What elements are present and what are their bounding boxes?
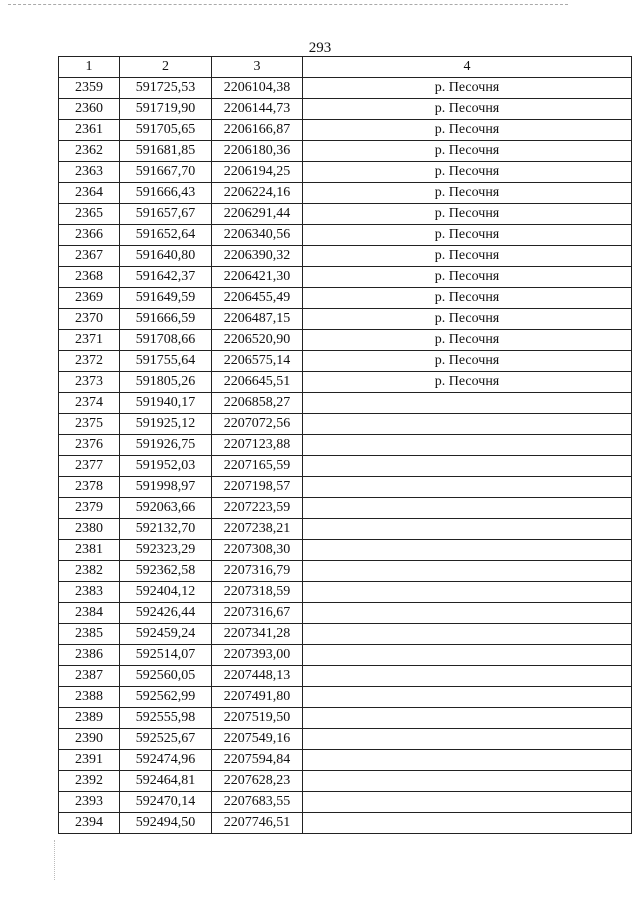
y-coordinate-cell: 2207165,59 — [212, 456, 303, 477]
y-coordinate-cell: 2206421,30 — [212, 267, 303, 288]
table-row — [59, 477, 632, 498]
y-coordinate-cell: 2207123,88 — [212, 435, 303, 456]
description-cell: р. Песочня — [303, 372, 632, 393]
x-coordinate-cell: 591755,64 — [120, 351, 212, 372]
description-cell — [303, 645, 632, 666]
x-coordinate-cell: 592323,29 — [120, 540, 212, 561]
point-number-cell: 2375 — [59, 414, 120, 435]
x-coordinate-cell: 591926,75 — [120, 435, 212, 456]
description-cell: р. Песочня — [303, 162, 632, 183]
point-number-cell: 2370 — [59, 309, 120, 330]
point-number-cell: 2394 — [59, 813, 120, 834]
point-number-cell: 2391 — [59, 750, 120, 771]
x-coordinate-cell: 591725,53 — [120, 78, 212, 99]
scan-edge-line — [8, 4, 568, 5]
table-body — [59, 57, 632, 834]
x-coordinate-cell: 592459,24 — [120, 624, 212, 645]
table-row — [59, 288, 632, 309]
point-number-cell: 2389 — [59, 708, 120, 729]
x-coordinate-cell: 592494,50 — [120, 813, 212, 834]
y-coordinate-cell: 2207072,56 — [212, 414, 303, 435]
y-coordinate-cell: 2207238,21 — [212, 519, 303, 540]
y-coordinate-cell: 2206858,27 — [212, 393, 303, 414]
page-number: 293 — [308, 40, 332, 56]
table-row — [59, 435, 632, 456]
description-cell — [303, 477, 632, 498]
description-cell — [303, 414, 632, 435]
table-row — [59, 813, 632, 834]
point-number-cell: 2387 — [59, 666, 120, 687]
table-row — [59, 414, 632, 435]
point-number-cell: 2368 — [59, 267, 120, 288]
y-coordinate-cell: 2207223,59 — [212, 498, 303, 519]
description-cell — [303, 519, 632, 540]
y-coordinate-cell: 2206340,56 — [212, 225, 303, 246]
point-number-cell: 2372 — [59, 351, 120, 372]
point-number-cell: 2362 — [59, 141, 120, 162]
point-number-cell: 2392 — [59, 771, 120, 792]
y-coordinate-cell: 2206166,87 — [212, 120, 303, 141]
point-number-cell: 2359 — [59, 78, 120, 99]
x-coordinate-cell: 591925,12 — [120, 414, 212, 435]
x-coordinate-cell: 591998,97 — [120, 477, 212, 498]
point-number-cell: 2373 — [59, 372, 120, 393]
point-number-cell: 2386 — [59, 645, 120, 666]
y-coordinate-cell: 2207198,57 — [212, 477, 303, 498]
point-number-cell: 2369 — [59, 288, 120, 309]
x-coordinate-cell: 592426,44 — [120, 603, 212, 624]
table-row — [59, 498, 632, 519]
description-cell — [303, 729, 632, 750]
point-number-cell: 2383 — [59, 582, 120, 603]
table-row — [59, 225, 632, 246]
description-cell — [303, 540, 632, 561]
table-row — [59, 456, 632, 477]
table-row — [59, 162, 632, 183]
table-row — [59, 99, 632, 120]
table-row — [59, 540, 632, 561]
y-coordinate-cell: 2206390,32 — [212, 246, 303, 267]
description-cell: р. Песочня — [303, 225, 632, 246]
x-coordinate-cell: 591657,67 — [120, 204, 212, 225]
point-number-cell: 2364 — [59, 183, 120, 204]
point-number-cell: 2371 — [59, 330, 120, 351]
table-row — [59, 645, 632, 666]
y-coordinate-cell: 2207341,28 — [212, 624, 303, 645]
y-coordinate-cell: 2207318,59 — [212, 582, 303, 603]
x-coordinate-cell: 592474,96 — [120, 750, 212, 771]
point-number-cell: 2367 — [59, 246, 120, 267]
point-number-cell: 2379 — [59, 498, 120, 519]
x-coordinate-cell: 591952,03 — [120, 456, 212, 477]
table-row — [59, 666, 632, 687]
description-cell: р. Песочня — [303, 288, 632, 309]
x-coordinate-cell: 592555,98 — [120, 708, 212, 729]
x-coordinate-cell: 592132,70 — [120, 519, 212, 540]
description-cell — [303, 666, 632, 687]
y-coordinate-cell: 2207746,51 — [212, 813, 303, 834]
x-coordinate-cell: 591940,17 — [120, 393, 212, 414]
scan-margin-mark — [54, 840, 55, 880]
description-cell: р. Песочня — [303, 78, 632, 99]
x-coordinate-cell: 591667,70 — [120, 162, 212, 183]
y-coordinate-cell: 2207628,23 — [212, 771, 303, 792]
table-row — [59, 246, 632, 267]
description-cell — [303, 750, 632, 771]
table-row — [59, 603, 632, 624]
table-row — [59, 309, 632, 330]
y-coordinate-cell: 2206104,38 — [212, 78, 303, 99]
y-coordinate-cell: 2206487,15 — [212, 309, 303, 330]
table-row — [59, 183, 632, 204]
point-number-cell: 2377 — [59, 456, 120, 477]
x-coordinate-cell: 591805,26 — [120, 372, 212, 393]
table-row — [59, 582, 632, 603]
point-number-cell: 2378 — [59, 477, 120, 498]
point-number-cell: 2365 — [59, 204, 120, 225]
description-cell — [303, 624, 632, 645]
x-coordinate-cell: 591705,65 — [120, 120, 212, 141]
table-row — [59, 141, 632, 162]
x-coordinate-cell: 592464,81 — [120, 771, 212, 792]
point-number-cell: 2382 — [59, 561, 120, 582]
y-coordinate-cell: 2206520,90 — [212, 330, 303, 351]
y-coordinate-cell: 2207519,50 — [212, 708, 303, 729]
y-coordinate-cell: 2206194,25 — [212, 162, 303, 183]
description-cell: р. Песочня — [303, 204, 632, 225]
y-coordinate-cell: 2207316,67 — [212, 603, 303, 624]
description-cell — [303, 603, 632, 624]
x-coordinate-cell: 592562,99 — [120, 687, 212, 708]
description-cell — [303, 687, 632, 708]
point-number-cell: 2360 — [59, 99, 120, 120]
table-row — [59, 561, 632, 582]
description-cell: р. Песочня — [303, 99, 632, 120]
x-coordinate-cell: 591719,90 — [120, 99, 212, 120]
description-cell — [303, 792, 632, 813]
column-header-4: 4 — [303, 57, 632, 78]
table-row — [59, 393, 632, 414]
description-cell — [303, 498, 632, 519]
table-row — [59, 120, 632, 141]
y-coordinate-cell: 2207594,84 — [212, 750, 303, 771]
table-row — [59, 750, 632, 771]
y-coordinate-cell: 2206455,49 — [212, 288, 303, 309]
description-cell — [303, 582, 632, 603]
x-coordinate-cell: 591666,43 — [120, 183, 212, 204]
point-number-cell: 2388 — [59, 687, 120, 708]
description-cell — [303, 456, 632, 477]
point-number-cell: 2393 — [59, 792, 120, 813]
description-cell: р. Песочня — [303, 183, 632, 204]
table-header-row — [59, 57, 632, 78]
description-cell — [303, 435, 632, 456]
x-coordinate-cell: 591640,80 — [120, 246, 212, 267]
coordinates-table — [58, 56, 632, 834]
description-cell — [303, 771, 632, 792]
description-cell: р. Песочня — [303, 141, 632, 162]
y-coordinate-cell: 2206144,73 — [212, 99, 303, 120]
table-row — [59, 519, 632, 540]
x-coordinate-cell: 592514,07 — [120, 645, 212, 666]
y-coordinate-cell: 2207491,80 — [212, 687, 303, 708]
x-coordinate-cell: 591681,85 — [120, 141, 212, 162]
table-row — [59, 351, 632, 372]
point-number-cell: 2366 — [59, 225, 120, 246]
x-coordinate-cell: 591642,37 — [120, 267, 212, 288]
y-coordinate-cell: 2206180,36 — [212, 141, 303, 162]
column-header-3: 3 — [212, 57, 303, 78]
point-number-cell: 2390 — [59, 729, 120, 750]
x-coordinate-cell: 591708,66 — [120, 330, 212, 351]
description-cell — [303, 813, 632, 834]
x-coordinate-cell: 591649,59 — [120, 288, 212, 309]
y-coordinate-cell: 2207316,79 — [212, 561, 303, 582]
point-number-cell: 2361 — [59, 120, 120, 141]
x-coordinate-cell: 592560,05 — [120, 666, 212, 687]
y-coordinate-cell: 2207549,16 — [212, 729, 303, 750]
table-row — [59, 330, 632, 351]
point-number-cell: 2384 — [59, 603, 120, 624]
y-coordinate-cell: 2206224,16 — [212, 183, 303, 204]
description-cell — [303, 393, 632, 414]
y-coordinate-cell: 2207448,13 — [212, 666, 303, 687]
description-cell: р. Песочня — [303, 351, 632, 372]
description-cell: р. Песочня — [303, 330, 632, 351]
table-row — [59, 708, 632, 729]
description-cell: р. Песочня — [303, 246, 632, 267]
table-row — [59, 729, 632, 750]
table-row — [59, 771, 632, 792]
point-number-cell: 2363 — [59, 162, 120, 183]
x-coordinate-cell: 591666,59 — [120, 309, 212, 330]
table-row — [59, 267, 632, 288]
y-coordinate-cell: 2207683,55 — [212, 792, 303, 813]
x-coordinate-cell: 592063,66 — [120, 498, 212, 519]
description-cell — [303, 708, 632, 729]
column-header-2: 2 — [120, 57, 212, 78]
point-number-cell: 2385 — [59, 624, 120, 645]
y-coordinate-cell: 2206575,14 — [212, 351, 303, 372]
description-cell: р. Песочня — [303, 309, 632, 330]
table-row — [59, 78, 632, 99]
x-coordinate-cell: 591652,64 — [120, 225, 212, 246]
table-row — [59, 624, 632, 645]
description-cell — [303, 561, 632, 582]
description-cell: р. Песочня — [303, 120, 632, 141]
y-coordinate-cell: 2206291,44 — [212, 204, 303, 225]
x-coordinate-cell: 592525,67 — [120, 729, 212, 750]
y-coordinate-cell: 2207308,30 — [212, 540, 303, 561]
point-number-cell: 2376 — [59, 435, 120, 456]
x-coordinate-cell: 592362,58 — [120, 561, 212, 582]
x-coordinate-cell: 592470,14 — [120, 792, 212, 813]
column-header-1: 1 — [59, 57, 120, 78]
y-coordinate-cell: 2207393,00 — [212, 645, 303, 666]
point-number-cell: 2381 — [59, 540, 120, 561]
table-row — [59, 204, 632, 225]
table-row — [59, 687, 632, 708]
point-number-cell: 2374 — [59, 393, 120, 414]
x-coordinate-cell: 592404,12 — [120, 582, 212, 603]
description-cell: р. Песочня — [303, 267, 632, 288]
table-row — [59, 372, 632, 393]
point-number-cell: 2380 — [59, 519, 120, 540]
y-coordinate-cell: 2206645,51 — [212, 372, 303, 393]
table-row — [59, 792, 632, 813]
